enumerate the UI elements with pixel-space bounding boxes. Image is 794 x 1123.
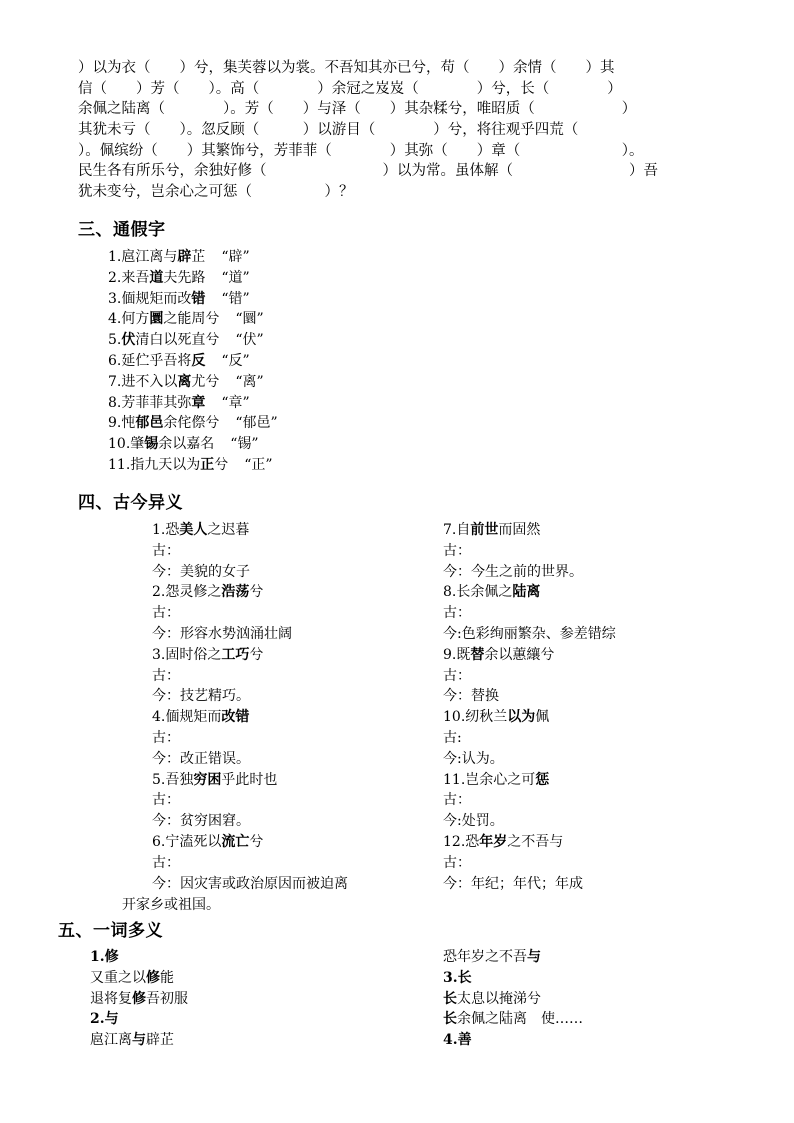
sentence-pre: 来吾 — [121, 269, 150, 286]
tongjiazi-char: “章” — [221, 394, 250, 411]
keyword: 长 — [443, 1011, 457, 1028]
sentence-post: 而固然 — [498, 522, 541, 538]
sentence-pre: 延伫乎吾将 — [121, 352, 192, 369]
sentence-post: 余以蕙纕兮 — [484, 646, 555, 663]
gujin-jin-line: 今：贫穷困窘。 — [152, 813, 250, 830]
tongjiazi-sentence — [108, 455, 228, 476]
keyword: 圜 — [149, 311, 164, 328]
gujin-gu-line: 古： — [152, 854, 180, 871]
example-sentence — [443, 989, 583, 1010]
tongjiazi-item — [108, 372, 278, 393]
gujin-jin-line: 今:认为。 — [443, 750, 504, 767]
tongjiazi-sentence — [108, 330, 219, 351]
keyword: 以为 — [507, 709, 536, 726]
keyword: 年岁 — [479, 833, 508, 850]
keyword: 修 — [132, 990, 146, 1007]
item-number: 12. — [443, 833, 466, 850]
sentence-pre: 何方 — [121, 311, 150, 328]
item-number: 9. — [443, 646, 457, 663]
tongjiazi-char: “郁邑” — [235, 415, 278, 432]
fill-in-passage — [78, 58, 726, 203]
passage-text: 民生各有所乐兮，余独好修（ ）以为常。虽体解（ ）吾 — [78, 163, 658, 180]
passage-line — [78, 182, 726, 203]
tongjiazi-item — [108, 309, 278, 330]
gujin-sentence — [152, 832, 348, 853]
sentence-post: 佩 — [535, 709, 550, 726]
gujin-sentence — [443, 520, 616, 541]
word-heading: 4.善 — [443, 1032, 472, 1049]
gujin-jin-line: 今:色彩绚丽繁杂、参差错综 — [443, 625, 616, 642]
passage-text: 犹未变兮，岂余心之可惩（ ）？ — [78, 184, 354, 201]
tongjiazi-list — [108, 247, 278, 476]
sentence-post: 尤兮 — [191, 373, 220, 390]
item-number: 2. — [152, 584, 166, 601]
passage-line — [78, 79, 726, 100]
sentence-pre: 既 — [456, 646, 471, 663]
sentence-pre: 进不入以 — [121, 373, 178, 390]
gujin-left-column — [152, 520, 348, 894]
item-number: 11. — [443, 771, 466, 788]
item-number: 6. — [108, 352, 122, 369]
keyword: 修 — [146, 969, 160, 986]
gujin-sentence — [443, 770, 616, 791]
sentence-pre: 纫秋兰 — [465, 709, 508, 726]
passage-line — [78, 120, 726, 141]
sentence-post: 余侘傺兮 — [163, 415, 220, 432]
item-number: 4. — [152, 709, 166, 726]
gujin-gu-line: 古: — [443, 729, 462, 746]
keyword: 辟 — [177, 249, 192, 265]
keyword: 工巧 — [221, 646, 250, 663]
item-number: 10. — [443, 709, 466, 726]
gujin-gu-line: 古： — [443, 605, 471, 622]
sentence-post: 兮 — [249, 584, 264, 601]
word-heading: 2.与 — [90, 1011, 119, 1028]
sentence-pre: 芳菲菲其弥 — [121, 394, 192, 411]
example-sentence — [90, 1030, 188, 1051]
sentence-post: 清白以死直兮 — [135, 332, 220, 349]
tongjiazi-item — [108, 455, 278, 476]
sentence-pre: 偭规矩而 — [165, 709, 222, 726]
keyword: 反 — [191, 352, 206, 369]
passage-line — [78, 58, 726, 79]
sentence-post: 兮 — [249, 646, 264, 663]
item-number: 5. — [108, 332, 122, 349]
section-heading-tongjiazi: 三、通假字 — [78, 220, 166, 240]
gujin-gu-line: 古： — [443, 667, 471, 684]
sentence-post: 芷 — [191, 249, 206, 265]
item-number: 7. — [443, 522, 457, 538]
sentence-pre: 指九天以为 — [130, 456, 201, 473]
gujin-right-column — [443, 520, 616, 894]
gujin-jin-line: 今:处罚。 — [443, 813, 504, 830]
sentence-post: 之不吾与 — [507, 833, 564, 850]
tongjiazi-char: “伏” — [235, 332, 264, 349]
sentence-post: 太息以掩涕兮 — [457, 990, 541, 1007]
tongjiazi-char: “道” — [221, 269, 250, 286]
sentence-post: 余佩之陆离 使…… — [457, 1011, 583, 1028]
tongjiazi-item — [108, 351, 278, 372]
keyword: 长 — [443, 990, 457, 1007]
gujin-sentence — [443, 645, 616, 666]
keyword: 浩荡 — [221, 584, 250, 601]
section-heading-yici: 五、一词多义 — [58, 921, 163, 941]
tongjiazi-sentence — [108, 393, 205, 414]
item-number: 7. — [108, 373, 122, 390]
tongjiazi-char: “错” — [221, 290, 250, 307]
keyword: 惩 — [535, 771, 550, 788]
sentence-post: 乎此时也 — [221, 771, 278, 788]
yici-right-column — [443, 947, 583, 1051]
passage-text: 其犹未亏（ ）。忽反顾（ ）以游目（ ）兮，将往观乎四荒（ — [78, 122, 579, 139]
tongjiazi-sentence — [108, 372, 219, 393]
sentence-pre: 肇 — [130, 436, 145, 453]
passage-text: ）。佩缤纷（ ）其繁饰兮，芳菲菲（ ）其弥（ ）章（ ）。 — [78, 142, 644, 159]
tongjiazi-sentence — [108, 289, 205, 310]
keyword: 前世 — [470, 522, 499, 538]
gujin-gu-line: 古： — [152, 542, 180, 559]
tongjiazi-sentence — [108, 247, 205, 268]
sentence-post: 兮 — [249, 833, 264, 850]
tongjiazi-char: “离” — [235, 373, 264, 390]
gujin-sentence — [152, 770, 348, 791]
item-number: 9. — [108, 415, 122, 432]
gujin-jin-line: 今：技艺精巧。 — [152, 688, 250, 705]
sentence-post: 吾初服 — [146, 990, 188, 1007]
tongjiazi-item — [108, 289, 278, 310]
passage-line — [78, 141, 726, 162]
item-number: 1. — [108, 249, 122, 265]
example-sentence — [90, 989, 188, 1010]
keyword: 道 — [149, 269, 164, 286]
sentence-pre: 长余佩之 — [456, 584, 513, 601]
tongjiazi-item — [108, 393, 278, 414]
item-number: 1. — [152, 522, 166, 538]
sentence-post: 之能周兮 — [163, 311, 220, 328]
keyword: 锡 — [144, 436, 159, 453]
sentence-pre: 宁溘死以 — [165, 833, 222, 850]
passage-text: 余佩之陆离（ ）。芳（ ）与泽（ ）其杂糅兮，唯昭质（ ） — [78, 101, 637, 118]
item-number: 8. — [443, 584, 457, 601]
sentence-pre: 扈江离 — [90, 1032, 132, 1049]
keyword: 替 — [470, 646, 485, 663]
item-number: 2. — [108, 269, 122, 286]
tongjiazi-char: “锡” — [230, 436, 259, 453]
gujin-gu-line: 古： — [152, 729, 180, 746]
gujin-gu-line: 古： — [152, 605, 180, 622]
keyword: 郁邑 — [135, 415, 164, 432]
sentence-pre: 怨灵修之 — [165, 584, 222, 601]
tongjiazi-char: “正” — [244, 456, 273, 473]
example-sentence — [443, 1009, 583, 1030]
passage-text: ）以为衣（ ）兮，集芙蓉以为裳。不吾知其亦已兮，苟（ ）余情（ ）其 — [78, 60, 615, 76]
sentence-pre: 恐年岁之不吾 — [443, 949, 527, 965]
keyword: 与 — [527, 949, 541, 965]
sentence-post: 夫先路 — [163, 269, 206, 286]
item-number: 3. — [152, 646, 166, 663]
keyword: 陆离 — [512, 584, 541, 601]
tongjiazi-char: “圜” — [235, 311, 264, 328]
keyword: 改错 — [221, 709, 250, 726]
gujin-continuation: 开家乡或祖国。 — [122, 897, 220, 913]
keyword: 离 — [177, 373, 192, 390]
tongjiazi-item — [108, 268, 278, 289]
sentence-pre: 退将复 — [90, 990, 132, 1007]
item-number: 6. — [152, 833, 166, 850]
passage-line — [78, 161, 726, 182]
sentence-pre: 偭规矩而改 — [121, 290, 192, 307]
sentence-pre: 自 — [456, 522, 471, 538]
sentence-post: 辟芷 — [146, 1032, 174, 1049]
item-number: 10. — [108, 436, 131, 453]
gujin-jin-line: 今：今生之前的世界。 — [443, 563, 583, 580]
keyword: 正 — [200, 456, 215, 473]
gujin-gu-line: 古： — [152, 667, 180, 684]
passage-text: 信（ ）芳（ ）。高（ ）余冠之岌岌（ ）兮，长（ ） — [78, 80, 622, 97]
tongjiazi-sentence — [108, 268, 205, 289]
gujin-jin-line: 今：因灾害或政治原因而被迫离 — [152, 875, 348, 892]
word-heading: 1.修 — [90, 949, 119, 965]
item-number: 4. — [108, 311, 122, 328]
keyword: 章 — [191, 394, 206, 411]
gujin-jin-line: 今：年纪；年代；年成 — [443, 875, 583, 892]
sentence-post: 之迟暮 — [207, 522, 250, 538]
item-number: 3. — [108, 290, 122, 307]
gujin-gu-line: 古： — [152, 792, 180, 809]
example-sentence — [90, 968, 188, 989]
keyword: 美人 — [179, 522, 208, 538]
tongjiazi-item — [108, 330, 278, 351]
gujin-jin-line: 今：替换 — [443, 688, 499, 705]
gujin-gu-line: 古： — [443, 792, 471, 809]
gujin-sentence — [152, 707, 348, 728]
tongjiazi-sentence — [108, 351, 205, 372]
tongjiazi-char: “反” — [221, 352, 250, 369]
gujin-sentence — [152, 582, 348, 603]
tongjiazi-sentence — [108, 309, 219, 330]
keyword: 穷困 — [193, 771, 222, 788]
gujin-gu-line: 古： — [443, 854, 471, 871]
sentence-pre: 固时俗之 — [165, 646, 222, 663]
gujin-sentence — [443, 707, 616, 728]
sentence-pre: 恐 — [165, 522, 180, 538]
sentence-pre: 又重之以 — [90, 969, 146, 986]
tongjiazi-sentence — [108, 434, 214, 455]
item-number: 11. — [108, 456, 131, 473]
item-number: 5. — [152, 771, 166, 788]
sentence-pre: 忳 — [121, 415, 136, 432]
gujin-sentence — [152, 520, 348, 541]
tongjiazi-item — [108, 247, 278, 268]
yici-left-column — [90, 947, 188, 1051]
tongjiazi-sentence — [108, 413, 219, 434]
tongjiazi-item — [108, 413, 278, 434]
sentence-pre: 吾独 — [165, 771, 194, 788]
gujin-jin-line: 今：改正错误。 — [152, 750, 250, 767]
keyword: 错 — [191, 290, 206, 307]
sentence-pre: 扈江离与 — [121, 249, 178, 265]
gujin-gu-line: 古： — [443, 542, 471, 559]
item-number: 8. — [108, 394, 122, 411]
example-sentence — [443, 947, 583, 968]
gujin-sentence — [443, 582, 616, 603]
tongjiazi-item — [108, 434, 278, 455]
gujin-sentence — [443, 832, 616, 853]
gujin-sentence — [152, 645, 348, 666]
keyword: 伏 — [121, 332, 136, 349]
sentence-post: 能 — [160, 969, 174, 986]
sentence-pre: 恐 — [465, 833, 480, 850]
gujin-jin-line: 今：美貌的女子 — [152, 563, 250, 580]
sentence-pre: 岂余心之可 — [465, 771, 536, 788]
section-heading-gujin: 四、古今异义 — [78, 493, 183, 513]
keyword: 流亡 — [221, 833, 250, 850]
tongjiazi-char: “辟” — [221, 249, 250, 265]
passage-line — [78, 99, 726, 120]
gujin-jin-line: 今：形容水势汹涌壮阔 — [152, 625, 292, 642]
keyword: 与 — [132, 1032, 146, 1049]
sentence-post: 兮 — [214, 456, 229, 473]
word-heading: 3.长 — [443, 969, 472, 986]
sentence-post: 余以嘉名 — [158, 436, 215, 453]
